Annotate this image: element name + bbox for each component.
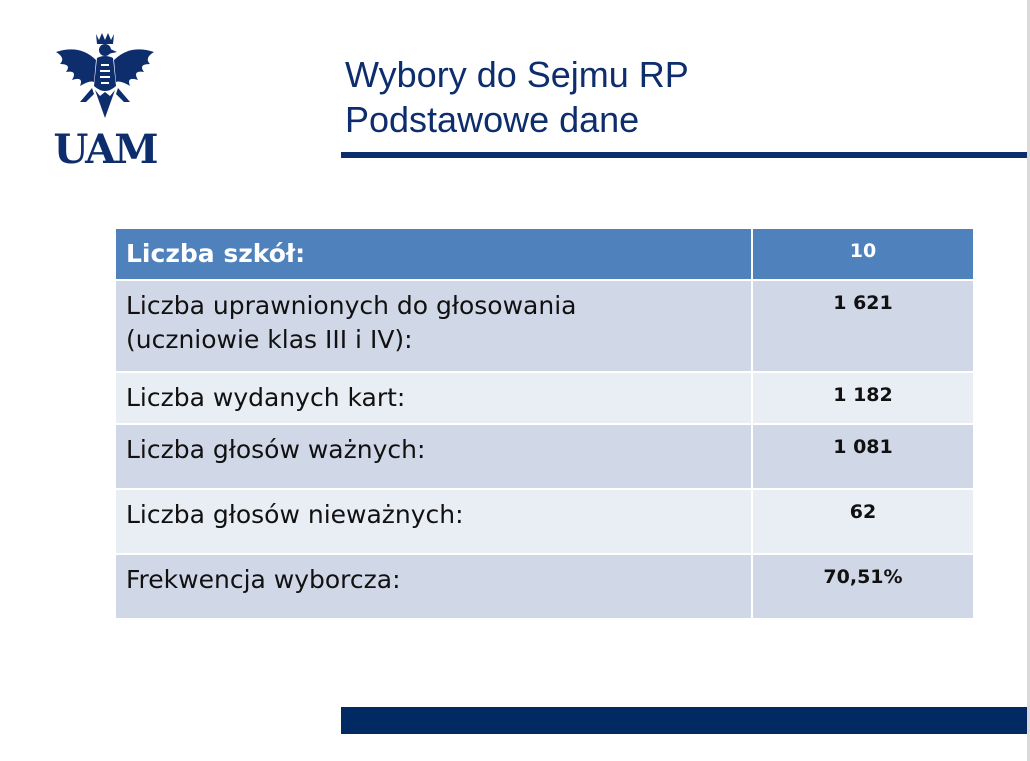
table-header-row <box>115 228 974 280</box>
row-label: Liczba wydanych kart: <box>115 372 752 424</box>
uam-logo-text: UAM <box>53 126 157 173</box>
footer-bar <box>341 707 1027 734</box>
slide-title <box>345 52 689 142</box>
row-label: Liczba głosów nieważnych: <box>115 489 752 554</box>
row-label: Liczba głosów ważnych: <box>115 424 752 489</box>
row-value: 1 081 <box>752 424 974 489</box>
header-value: 10 <box>752 228 974 280</box>
title-underline <box>341 152 1027 158</box>
uam-logo <box>50 30 160 173</box>
row-value: 62 <box>752 489 974 554</box>
table-row <box>115 372 974 424</box>
table-row <box>115 280 974 372</box>
header-label: Liczba szkół: <box>115 228 752 280</box>
row-value: 1 182 <box>752 372 974 424</box>
title-line-1: Wybory do Sejmu RP <box>345 54 689 95</box>
table-row <box>115 424 974 489</box>
row-value: 70,51% <box>752 554 974 619</box>
row-label <box>115 280 752 372</box>
eagle-emblem-icon <box>50 30 160 130</box>
table-row <box>115 489 974 554</box>
row-label-line-2: (uczniowie klas III i IV): <box>126 325 413 354</box>
title-line-2: Podstawowe dane <box>345 99 640 140</box>
row-label-line-1: Liczba uprawnionych do głosowania <box>126 291 577 320</box>
election-stats-table <box>114 227 975 620</box>
row-label: Frekwencja wyborcza: <box>115 554 752 619</box>
table-row <box>115 554 974 619</box>
row-value: 1 621 <box>752 280 974 372</box>
